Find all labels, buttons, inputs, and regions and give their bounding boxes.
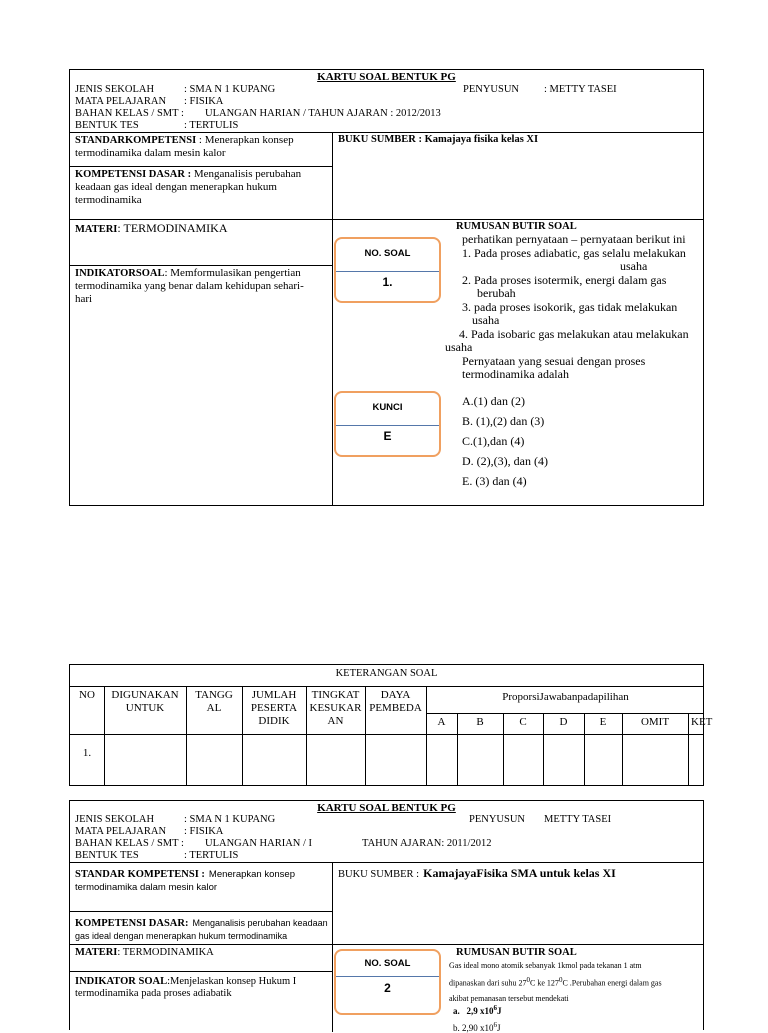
card2-bentuk-label: BENTUK TES — [75, 850, 139, 861]
card2-mapel-value: : FISIKA — [184, 826, 224, 837]
card2-mapel-label: MATA PELAJARAN — [75, 826, 167, 837]
option-c: C.(1),dan (4) — [462, 434, 525, 448]
keterangan-soal-table — [69, 664, 713, 786]
option-e: E. (3) dan (4) — [462, 474, 527, 488]
card2-bentuk-value: : TERTULIS — [184, 850, 239, 861]
card2-penyusun-label: PENYUSUN — [469, 814, 526, 825]
keterangan-title: KETERANGAN SOAL — [335, 668, 438, 679]
sub-c: C — [519, 716, 527, 728]
kompetensi-dasar: KOMPETENSI DASAR : Menganalisis perubahan keadaan gas ideal dengan menerapkan hukum termodinamika — [75, 168, 302, 206]
card-title: KARTU SOAL BENTUK PG — [317, 71, 456, 83]
no-soal-value: 1. — [382, 275, 393, 289]
header-tanggal: TANGG AL — [195, 689, 233, 714]
card2-tahun-ajaran: TAHUN AJARAN: 2011/2012 — [362, 838, 492, 849]
jenis-sekolah-label: JENIS SEKOLAH — [75, 84, 155, 95]
card2-materi: MATERI: TERMODINAMIKA — [75, 947, 214, 958]
card2-bahan-value: ULANGAN HARIAN / I — [205, 838, 313, 849]
sub-omit: OMIT — [640, 716, 670, 728]
card2-jenis-sekolah-label: JENIS SEKOLAH — [75, 814, 155, 825]
card2-bahan-label: BAHAN KELAS / SMT : — [75, 838, 184, 849]
no-soal-box — [334, 237, 441, 303]
sub-ket: KET — [691, 716, 713, 728]
option-d: D. (2),(3), dan (4) — [462, 454, 548, 468]
sub-d: D — [559, 716, 568, 728]
kunci-value: E — [383, 429, 392, 443]
card2-no-soal-value: 2 — [384, 981, 391, 995]
option-a: A.(1) dan (2) — [462, 394, 525, 408]
card2-rumusan-label: RUMUSAN BUTIR SOAL — [456, 947, 577, 958]
card2-option-a: a. 2,9 $x10^6J$ — [453, 1004, 502, 1016]
row-no: 1. — [82, 747, 92, 759]
card2-kompetensi-dasar: KOMPETENSI DASAR: Menganalisis perubahan keadaan gas ideal dengan menerapkan hukum termodinamika — [75, 918, 328, 941]
materi: MATERI: TERMODINAMIKA — [75, 221, 228, 235]
option-b: B. (1),(2) dan (3) — [462, 414, 545, 428]
card2-buku-sumber: BUKU SUMBER : KamajayaFisika SMA untuk kelas XI — [338, 866, 616, 880]
rumusan-butir-soal-label: RUMUSAN BUTIR SOAL — [456, 221, 577, 232]
mata-pelajaran-value: : FISIKA — [184, 96, 224, 107]
penyusun-value: : METTY TASEI — [544, 84, 617, 95]
indikator-soal: INDIKATORSOAL: Memformulasikan pengertian termodinamika yang benar dalam kehidupan sehari- hari — [75, 267, 304, 305]
kunci-box — [334, 391, 441, 457]
bentuk-tes-label: BENTUK TES — [75, 120, 139, 131]
card2-standar-kompetensi: STANDAR KOMPETENSI : Menerapkan konsep termodinamika dalam mesin kalor — [75, 869, 295, 893]
card2-penyusun-value: METTY TASEI — [544, 814, 612, 825]
header-tingkat: TINGKAT KESUKAR AN — [309, 689, 362, 727]
penyusun-label: PENYUSUN — [463, 84, 520, 95]
no-soal-label: NO. SOAL — [364, 248, 411, 259]
card2-jenis-sekolah-value: : SMA N 1 KUPANG — [184, 814, 276, 825]
sub-b: B — [476, 716, 484, 728]
header-no: NO — [79, 689, 95, 701]
card2-no-soal-box — [334, 949, 441, 1015]
jenis-sekolah-value: : SMA N 1 KUPANG — [184, 84, 276, 95]
kunci-label: KUNCI — [372, 402, 403, 413]
bahan-kelas-value: ULANGAN HARIAN / TAHUN AJARAN : 2012/2013 — [205, 108, 441, 119]
header-digunakan: DIGUNAKAN UNTUK — [111, 689, 179, 714]
sub-e: E — [599, 716, 607, 728]
sub-a: A — [437, 716, 446, 728]
bahan-kelas-label: BAHAN KELAS / SMT : — [75, 108, 184, 119]
card2-indikator-soal: INDIKATOR SOAL:Menjelaskan konsep Hukum I termodinamika pada proses adiabatik — [75, 976, 297, 999]
header-daya: DAYA PEMBEDA — [369, 689, 422, 714]
card2-option-b: b. 2,90 $x10^6J$ — [453, 1021, 501, 1033]
question-text: perhatikan pernyataan – pernyataan berikut ini 1. Pada proses adiabatic, gas selalu melakukan usaha 2. Pada proses isotermik, energi dalam gas berubah 3. pada proses isokorik, gas tidak melakukan usaha 4. Pada isobaric gas melakukan atau melakukan usaha Pernyataan yang sesuai dengan proses termodinamika adalah — [445, 232, 689, 381]
bentuk-tes-value: : TERTULIS — [184, 120, 239, 131]
buku-sumber: BUKU SUMBER : Kamajaya fisika kelas XI — [338, 134, 539, 145]
card2-title: KARTU SOAL BENTUK PG — [317, 802, 456, 814]
answer-options — [462, 391, 548, 491]
kartu-soal-card-2 — [69, 800, 704, 1033]
card2-question-text: Gas ideal mono atomik sebanyak 1kmol pada tekanan 1 atm dipanaskan dari suhu $27^0C$ ke $127^0C$ .Perubahan energi dalam gas akibat pemanasan tersebut mendekati — [449, 961, 662, 1003]
mata-pelajaran-label: MATA PELAJARAN — [75, 96, 167, 107]
header-proporsi: ProporsiJawabanpadapilihan — [502, 691, 629, 703]
standar-kompetensi: STANDARKOMPETENSI : Menerapkan konsep termodinamika dalam mesin kalor — [75, 134, 294, 159]
card2-no-soal-label: NO. SOAL — [364, 958, 411, 969]
kartu-soal-card-1 — [69, 69, 704, 506]
header-jumlah: JUMLAH PESERTA DIDIK — [250, 689, 298, 727]
